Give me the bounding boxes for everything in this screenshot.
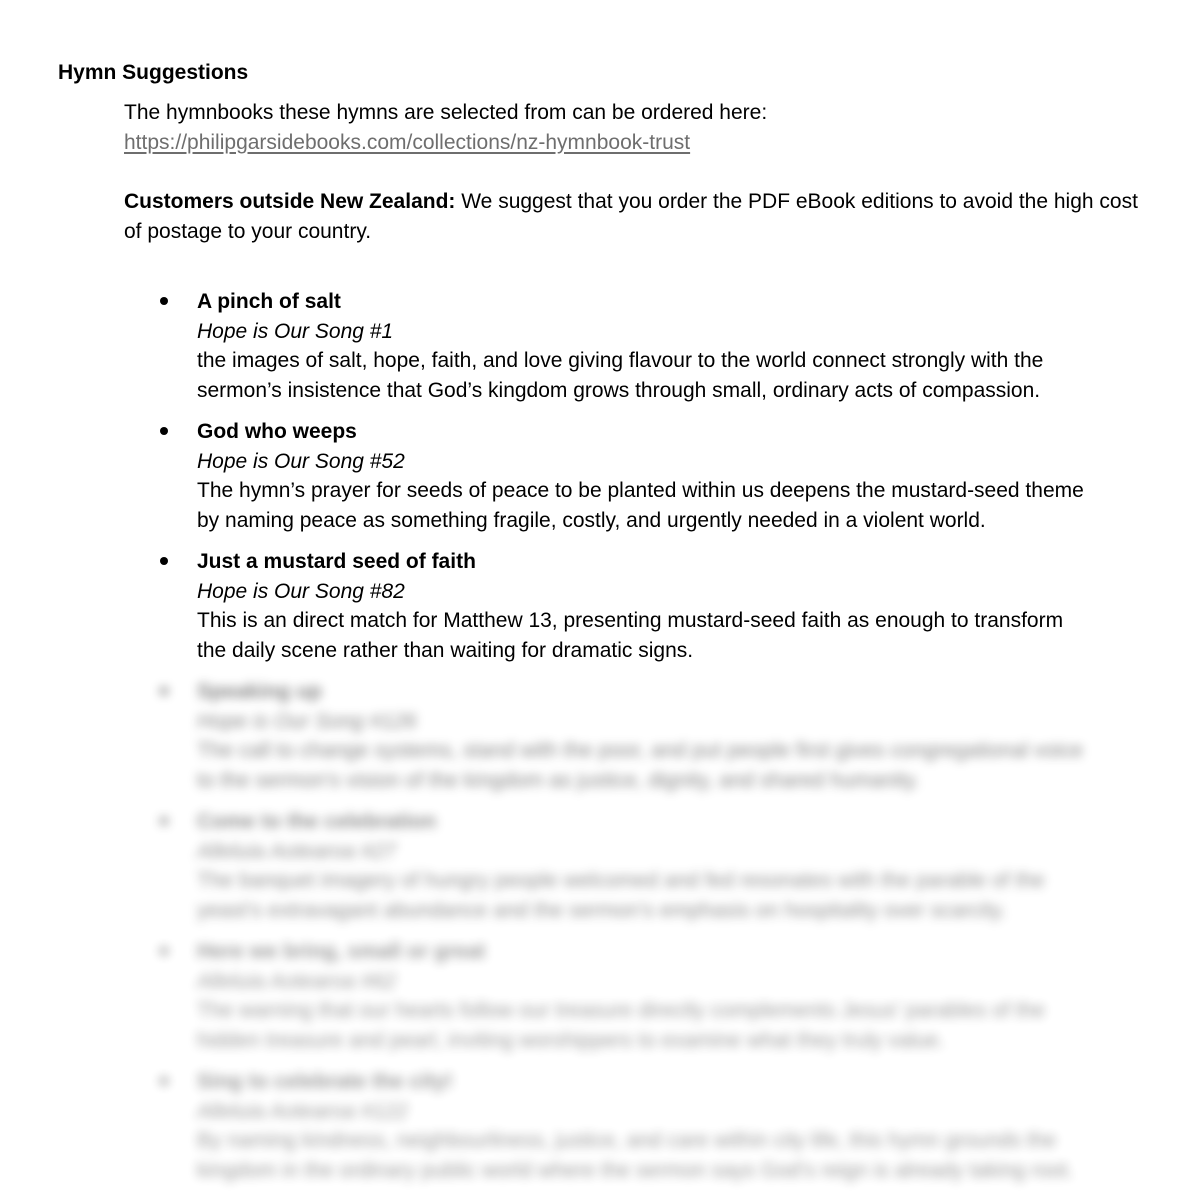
- list-item: [0, 547, 1181, 665]
- hymn-book: Alleluia Aotearoa #122: [197, 1099, 408, 1123]
- hymn-book: Hope is Our Song #82: [197, 579, 405, 603]
- hymn-description-line: to the sermon’s vision of the kingdom as justice, dignity, and shared humanity.: [197, 768, 920, 792]
- hymn-description-line: the daily scene rather than waiting for dramatic signs.: [197, 638, 694, 662]
- hymn-description-line: The call to change systems, stand with the poor, and put people first gives congregational voice: [197, 739, 1084, 762]
- bullet-icon: [160, 817, 168, 825]
- hymn-description: [197, 866, 1157, 925]
- bullet-icon: [160, 947, 168, 955]
- hymn-description: [197, 736, 1157, 795]
- hymn-description-line: by naming peace as something fragile, costly, and urgently needed in a violent world.: [197, 508, 986, 532]
- list-item-blurred: [0, 1067, 1181, 1185]
- hymnbook-order-link[interactable]: https://philipgarsidebooks.com/collections/nz-hymnbook-trust: [124, 130, 691, 154]
- hymn-title: Sing to celebrate the city!: [197, 1070, 453, 1093]
- hymn-title: Here we bring, small or great: [197, 940, 486, 963]
- customers-text: We suggest that you order the PDF eBook editions to avoid the high cost of postage to your country.: [124, 190, 1138, 243]
- hymn-book: Hope is Our Song #1: [197, 319, 394, 343]
- hymn-description: [197, 606, 1157, 665]
- hymn-book: Alleluia Aotearoa #27: [197, 839, 396, 863]
- hymn-book: Alleluia Aotearoa #62: [197, 969, 396, 993]
- hymn-description-line: By naming kindness, neighbourliness, justice, and care within city life, this hymn grounds the: [197, 1129, 1057, 1152]
- hymn-title: Come to the celebration: [197, 810, 437, 833]
- bullet-icon: [160, 297, 168, 305]
- bullet-icon: [160, 1077, 168, 1085]
- page-title: Hymn Suggestions: [58, 61, 249, 84]
- bullet-icon: [160, 427, 168, 435]
- bullet-icon: [160, 687, 168, 695]
- list-item: [0, 417, 1181, 535]
- customers-note: [124, 187, 1154, 246]
- hymn-title: Speaking up: [197, 680, 322, 703]
- list-item-blurred: [0, 937, 1181, 1055]
- bullet-icon: [160, 557, 168, 565]
- hymn-description-line: The warning that our hearts follow our treasure directly complements Jesus’ parables of the: [197, 999, 1045, 1022]
- hymn-description: [197, 346, 1157, 405]
- list-item: [0, 287, 1181, 405]
- list-item-blurred: [0, 677, 1181, 795]
- hymn-title: Just a mustard seed of faith: [197, 550, 476, 573]
- hymn-book: Hope is Our Song #126: [197, 709, 417, 733]
- hymn-description: [197, 476, 1157, 535]
- hymn-description-line: hidden treasure and pearl, inviting worshippers to examine what they truly value.: [197, 1028, 945, 1052]
- hymn-description-line: The hymn’s prayer for seeds of peace to be planted within us deepens the mustard-seed theme: [197, 479, 1084, 502]
- hymn-title: God who weeps: [197, 420, 357, 443]
- hymn-description-line: the images of salt, hope, faith, and love giving flavour to the world connect strongly with the: [197, 349, 1044, 372]
- hymn-title: A pinch of salt: [197, 290, 341, 313]
- hymn-description-line: sermon’s insistence that God’s kingdom grows through small, ordinary acts of compassion.: [197, 378, 1041, 402]
- customers-label: Customers outside New Zealand:: [124, 190, 456, 213]
- hymn-description: [197, 1126, 1157, 1185]
- hymn-description: [197, 996, 1157, 1055]
- hymn-book: Hope is Our Song #52: [197, 449, 405, 473]
- hymn-list: [0, 287, 1181, 1197]
- hymn-description-line: The banquet imagery of hungry people welcomed and fed resonates with the parable of the: [197, 869, 1045, 892]
- list-item-blurred: [0, 807, 1181, 925]
- intro-paragraph: [124, 98, 1154, 157]
- hymn-description-line: yeast’s extravagant abundance and the sermon’s emphasis on hospitality over scarcity.: [197, 898, 1006, 922]
- intro-text: The hymnbooks these hymns are selected from can be ordered here:: [124, 101, 768, 124]
- hymn-description-line: This is an direct match for Matthew 13, presenting mustard-seed faith as enough to transform: [197, 609, 1064, 632]
- hymn-description-line: kingdom in the ordinary public world where the sermon says God’s reign is already taking root.: [197, 1158, 1074, 1182]
